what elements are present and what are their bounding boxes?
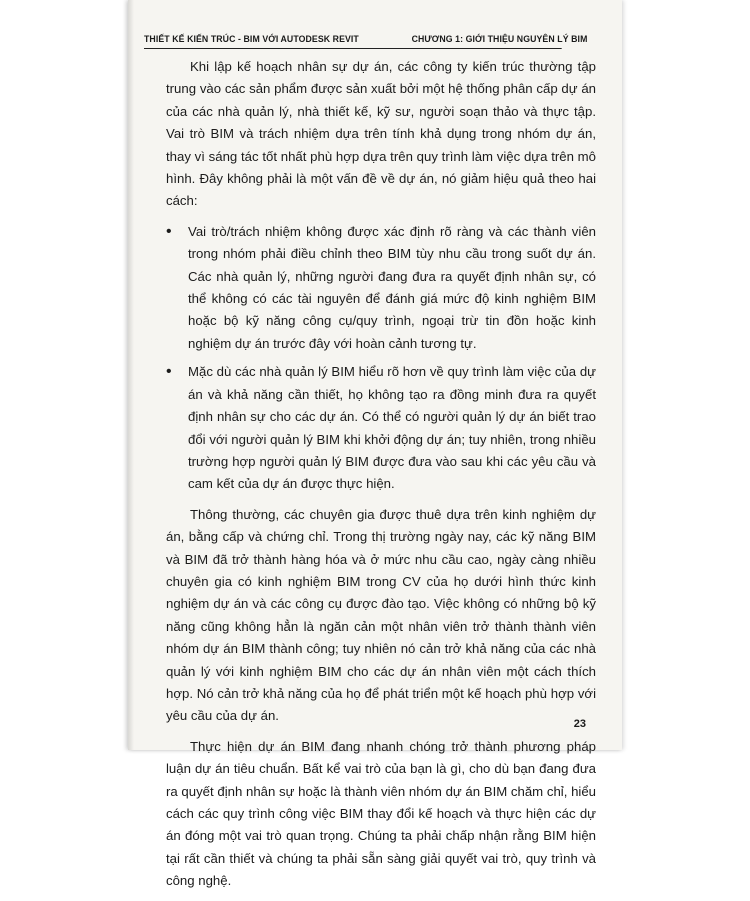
paragraph-implementation: Thực hiện dự án BIM đang nhanh chóng trở thành phương pháp luận dự án tiêu chuẩn. Bất kể vai trò của bạn là gì, cho dù bạn đang đưa ra quyết định nhân sự hoặc là thành viên nhóm dự án BIM chăm chỉ, hiểu cách các quy trình công việc BIM thay đổi kế hoạch và thực hiện các dự án đóng một vai trò quan trọng. Chúng ta phải chấp nhận rằng BIM hiện tại rất cần thiết và chúng ta phải sẵn sàng giải quyết vai trò, quy trình và công nghệ.	[166, 738, 596, 889]
book-page	[128, 0, 622, 889]
page-body-text	[166, 56, 596, 901]
book-title-header: THIẾT KẾ KIẾN TRÚC - BIM VỚI AUTODESK REVIT	[144, 34, 359, 45]
chapter-title-header: CHƯƠNG 1: GIỚI THIỆU NGUYÊN LÝ BIM	[411, 34, 588, 45]
bullet-list	[166, 221, 596, 496]
bullet-item-roles: • Vai trò/trách nhiệm không được xác định rõ ràng và các thành viên trong nhóm phải điều chỉnh theo BIM tùy nhu cầu trong suốt dự án. Các nhà quản lý, những người đang đưa ra quyết định nhân sự, có thể không có các tài nguyên để đánh giá mức độ kinh nghiệm BIM hoặc bộ kỹ năng công cụ/quy trình, ngoại trừ tin đồn hoặc kinh nghiệm dự án trước đây với hoàn cảnh tương tự.	[166, 221, 596, 355]
page-number: 23	[573, 718, 586, 730]
paragraph-intro: Khi lập kế hoạch nhân sự dự án, các công ty kiến trúc thường tập trung vào các sản phẩm được sản xuất bởi một hệ thống phân cấp dự án của các nhà quản lý, nhà thiết kế, kỹ sư, người soạn thảo và thực tập. Vai trò BIM và trách nhiệm dựa trên tính khả dụng trong nhóm dự án, thay vì sáng tác tốt nhất phù hợp dựa trên quy trình làm việc dựa trên mô hình. Đây không phải là một vấn đề về dự án, nó giảm hiệu quả theo hai cách:	[166, 59, 596, 209]
paragraph-hiring: Thông thường, các chuyên gia được thuê dựa trên kinh nghiệm dự án, bằng cấp và chứng chỉ. Trong thị trường ngày nay, các kỹ năng BIM và BIM đã trở thành hàng hóa và ở mức nhu cầu cao, ngày càng nhiều chuyên gia có kinh nghiệm BIM trong CV của họ dưới hình thức kinh nghiệm dự án và các công cụ được đào tạo. Việc không có những bộ kỹ năng cũng không hẳn là ngăn cản một nhân viên trở thành thành viên nhóm dự án BIM thành công; tuy nhiên nó cản trở khả năng của các nhà quản lý với kinh nghiệm BIM cho các dự án nhân viên một cách thích hợp. Nó cản trở khả năng của họ để phát triển một kế hoạch phù hợp với yêu cầu của dự án.	[166, 506, 596, 724]
bullet-item-managers: • Mặc dù các nhà quản lý BIM hiểu rõ hơn về quy trình làm việc của dự án và khả năng cần thiết, họ không tạo ra đồng minh đưa ra quyết định nhân sự cho các dự án. Có thể có người quản lý dự án biết trao đổi với người quản lý BIM khi khởi động dự án; tuy nhiên, trong nhiều trường hợp người quản lý BIM được đưa vào sau khi các yêu cầu và cam kết của dự án được thực hiện.	[166, 361, 596, 495]
running-header	[144, 28, 588, 49]
